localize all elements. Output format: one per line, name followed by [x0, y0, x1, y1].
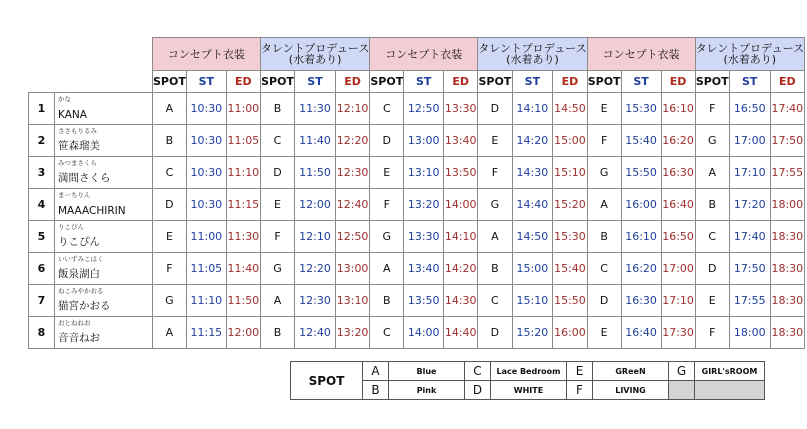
col-header-spot: SPOT: [695, 71, 729, 93]
block-header-concept: コンセプト衣装: [370, 38, 478, 71]
slot-end-time: 16:10: [661, 93, 695, 125]
talent-kana: いいずみこはく: [58, 255, 104, 263]
legend-spot-name: Pink: [389, 381, 465, 400]
col-header-spot: SPOT: [260, 71, 294, 93]
row-number: 6: [29, 253, 55, 285]
slot-spot: E: [695, 285, 729, 317]
slot-start-time: 17:50: [729, 253, 770, 285]
talent-name-cell: [55, 253, 153, 285]
slot-spot: G: [587, 157, 621, 189]
slot-spot: C: [370, 93, 404, 125]
slot-end-time: 12:20: [335, 125, 370, 157]
talent-kana: かな: [58, 95, 71, 103]
slot-end-time: 18:30: [770, 285, 805, 317]
talent-name: 猫宮かおる: [58, 300, 111, 312]
block-header-row: [29, 38, 805, 71]
slot-spot: B: [260, 317, 294, 349]
slot-start-time: 13:10: [404, 157, 444, 189]
slot-end-time: 14:30: [444, 285, 478, 317]
slot-end-time: 17:00: [661, 253, 695, 285]
slot-spot: G: [153, 285, 187, 317]
slot-end-time: 11:05: [226, 125, 260, 157]
talent-row: [29, 125, 805, 157]
legend-empty-cell: [695, 381, 765, 400]
schedule-table: [28, 37, 805, 349]
slot-end-time: 16:00: [553, 317, 588, 349]
spot-legend: [290, 361, 765, 400]
slot-end-time: 14:10: [444, 221, 478, 253]
slot-start-time: 13:30: [404, 221, 444, 253]
talent-name-cell: [55, 317, 153, 349]
col-header-spot: SPOT: [587, 71, 621, 93]
slot-end-time: 14:00: [444, 189, 478, 221]
slot-start-time: 16:00: [621, 189, 661, 221]
slot-spot: F: [370, 189, 404, 221]
slot-end-time: 17:50: [770, 125, 805, 157]
slot-start-time: 11:10: [186, 285, 226, 317]
legend-spot-name: WHITE: [491, 381, 567, 400]
talent-line2: (水着あり): [506, 53, 559, 66]
talent-name-cell: [55, 125, 153, 157]
legend-row: [291, 381, 765, 400]
slot-start-time: 15:30: [621, 93, 661, 125]
talent-kana: ねこみやかおる: [58, 287, 104, 295]
slot-end-time: 13:50: [444, 157, 478, 189]
slot-end-time: 15:00: [553, 125, 588, 157]
slot-spot: C: [370, 317, 404, 349]
slot-spot: E: [587, 317, 621, 349]
row-number: 1: [29, 93, 55, 125]
slot-end-time: 13:20: [335, 317, 370, 349]
talent-row: [29, 253, 805, 285]
slot-end-time: 13:40: [444, 125, 478, 157]
slot-start-time: 17:55: [729, 285, 770, 317]
block-header-talent: [478, 38, 588, 71]
row-number: 7: [29, 285, 55, 317]
slot-spot: B: [695, 189, 729, 221]
slot-spot: B: [587, 221, 621, 253]
slot-start-time: 12:30: [295, 285, 336, 317]
slot-spot: G: [370, 221, 404, 253]
slot-end-time: 16:30: [661, 157, 695, 189]
talent-kana: りこぴん: [58, 223, 84, 231]
slot-start-time: 15:50: [621, 157, 661, 189]
talent-name: 飯泉湖白: [58, 268, 100, 280]
legend-spot-name: Lace Bedroom: [491, 362, 567, 381]
slot-spot: F: [695, 93, 729, 125]
block-header-talent: [695, 38, 805, 71]
slot-start-time: 15:10: [512, 285, 553, 317]
slot-start-time: 11:50: [295, 157, 336, 189]
slot-end-time: 11:15: [226, 189, 260, 221]
legend-empty-cell: [669, 381, 695, 400]
slot-spot: C: [153, 157, 187, 189]
col-header-st: ST: [295, 71, 336, 93]
slot-spot: D: [587, 285, 621, 317]
slot-end-time: 11:00: [226, 93, 260, 125]
slot-start-time: 10:30: [186, 189, 226, 221]
slot-start-time: 11:40: [295, 125, 336, 157]
talent-line2: (水着あり): [288, 53, 342, 66]
slot-end-time: 16:50: [661, 221, 695, 253]
legend-spot-letter: E: [567, 362, 593, 381]
legend-spot-letter: G: [669, 362, 695, 381]
slot-start-time: 12:00: [295, 189, 336, 221]
slot-end-time: 17:40: [770, 93, 805, 125]
talent-row: [29, 317, 805, 349]
legend-spot-letter: F: [567, 381, 593, 400]
slot-start-time: 12:20: [295, 253, 336, 285]
slot-spot: E: [587, 93, 621, 125]
talent-name: 笹森瑠美: [58, 140, 100, 152]
legend-spot-name: GIRL'sROOM: [695, 362, 765, 381]
slot-spot: A: [695, 157, 729, 189]
slot-end-time: 13:30: [444, 93, 478, 125]
talent-name-cell: [55, 189, 153, 221]
col-header-st: ST: [621, 71, 661, 93]
talent-name-cell: [55, 157, 153, 189]
slot-spot: B: [370, 285, 404, 317]
slot-spot: B: [260, 93, 294, 125]
slot-start-time: 11:15: [186, 317, 226, 349]
slot-start-time: 14:00: [404, 317, 444, 349]
slot-start-time: 16:10: [621, 221, 661, 253]
slot-end-time: 15:20: [553, 189, 588, 221]
slot-spot: C: [695, 221, 729, 253]
talent-kana: ささもりるみ: [58, 127, 97, 135]
corner-blank: [29, 71, 153, 93]
slot-end-time: 12:30: [335, 157, 370, 189]
slot-end-time: 18:30: [770, 221, 805, 253]
block-header-concept: コンセプト衣装: [587, 38, 695, 71]
slot-start-time: 11:30: [295, 93, 336, 125]
slot-end-time: 13:00: [335, 253, 370, 285]
slot-end-time: 11:50: [226, 285, 260, 317]
row-number: 2: [29, 125, 55, 157]
block-header-talent: [260, 38, 370, 71]
legend-title: SPOT: [291, 362, 363, 400]
slot-end-time: 16:40: [661, 189, 695, 221]
slot-start-time: 14:20: [512, 125, 553, 157]
slot-start-time: 11:00: [186, 221, 226, 253]
col-header-spot: SPOT: [153, 71, 187, 93]
slot-start-time: 10:30: [186, 157, 226, 189]
slot-start-time: 14:10: [512, 93, 553, 125]
col-header-ed: ED: [444, 71, 478, 93]
slot-end-time: 11:30: [226, 221, 260, 253]
talent-name-cell: [55, 285, 153, 317]
slot-spot: G: [260, 253, 294, 285]
slot-start-time: 15:40: [621, 125, 661, 157]
row-number: 4: [29, 189, 55, 221]
slot-end-time: 12:10: [335, 93, 370, 125]
row-number: 8: [29, 317, 55, 349]
talent-kana: まーちりん: [58, 191, 91, 199]
slot-start-time: 10:30: [186, 93, 226, 125]
row-number: 5: [29, 221, 55, 253]
col-header-ed: ED: [226, 71, 260, 93]
col-header-ed: ED: [553, 71, 588, 93]
slot-end-time: 18:30: [770, 317, 805, 349]
slot-end-time: 11:40: [226, 253, 260, 285]
talent-line2: (水着あり): [723, 53, 777, 66]
col-header-st: ST: [404, 71, 444, 93]
slot-end-time: 15:40: [553, 253, 588, 285]
slot-start-time: 10:30: [186, 125, 226, 157]
slot-start-time: 17:40: [729, 221, 770, 253]
slot-spot: D: [260, 157, 294, 189]
slot-spot: G: [695, 125, 729, 157]
slot-spot: F: [478, 157, 512, 189]
slot-end-time: 16:20: [661, 125, 695, 157]
col-header-st: ST: [512, 71, 553, 93]
talent-row: [29, 221, 805, 253]
slot-spot: A: [370, 253, 404, 285]
slot-end-time: 18:30: [770, 253, 805, 285]
row-number: 3: [29, 157, 55, 189]
slot-spot: F: [260, 221, 294, 253]
talent-line1: タレントプロデュース: [695, 42, 805, 55]
talent-name: 満間さくら: [58, 172, 111, 184]
talent-name: MAAACHIRIN: [58, 205, 126, 217]
corner-blank: [29, 38, 153, 71]
slot-start-time: 16:40: [621, 317, 661, 349]
slot-spot: E: [153, 221, 187, 253]
talent-kana: おとねねお: [58, 319, 91, 327]
col-header-st: ST: [186, 71, 226, 93]
slot-end-time: 15:10: [553, 157, 588, 189]
slot-spot: D: [695, 253, 729, 285]
col-header-spot: SPOT: [370, 71, 404, 93]
slot-spot: A: [587, 189, 621, 221]
slot-spot: D: [153, 189, 187, 221]
slot-spot: E: [370, 157, 404, 189]
talent-name: 音音ねお: [58, 332, 100, 344]
slot-start-time: 15:20: [512, 317, 553, 349]
slot-start-time: 15:00: [512, 253, 553, 285]
talent-row: [29, 93, 805, 125]
talent-name-cell: [55, 221, 153, 253]
slot-end-time: 12:40: [335, 189, 370, 221]
talent-name: りこぴん: [58, 236, 100, 248]
slot-start-time: 11:05: [186, 253, 226, 285]
slot-start-time: 12:50: [404, 93, 444, 125]
talent-row: [29, 285, 805, 317]
col-header-ed: ED: [770, 71, 805, 93]
talent-row: [29, 157, 805, 189]
col-header-st: ST: [729, 71, 770, 93]
slot-end-time: 15:30: [553, 221, 588, 253]
talent-line1: タレントプロデュース: [478, 42, 587, 55]
slot-spot: D: [370, 125, 404, 157]
block-header-concept: コンセプト衣装: [153, 38, 261, 71]
slot-start-time: 13:40: [404, 253, 444, 285]
legend-spot-letter: D: [465, 381, 491, 400]
slot-spot: B: [153, 125, 187, 157]
slot-end-time: 11:10: [226, 157, 260, 189]
slot-start-time: 18:00: [729, 317, 770, 349]
slot-spot: D: [478, 93, 512, 125]
slot-spot: C: [587, 253, 621, 285]
slot-start-time: 16:50: [729, 93, 770, 125]
slot-spot: B: [478, 253, 512, 285]
legend-spot-letter: A: [363, 362, 389, 381]
legend-spot-letter: B: [363, 381, 389, 400]
slot-end-time: 17:10: [661, 285, 695, 317]
slot-spot: A: [478, 221, 512, 253]
slot-spot: E: [478, 125, 512, 157]
slot-end-time: 12:50: [335, 221, 370, 253]
slot-end-time: 12:00: [226, 317, 260, 349]
legend-row: [291, 362, 765, 381]
talent-kana: みつまさくら: [58, 159, 97, 167]
slot-spot: C: [260, 125, 294, 157]
slot-spot: F: [153, 253, 187, 285]
slot-start-time: 12:40: [295, 317, 336, 349]
col-header-ed: ED: [335, 71, 370, 93]
slot-start-time: 13:00: [404, 125, 444, 157]
legend-spot-letter: C: [465, 362, 491, 381]
legend-spot-name: Blue: [389, 362, 465, 381]
slot-start-time: 13:50: [404, 285, 444, 317]
slot-end-time: 14:50: [553, 93, 588, 125]
slot-end-time: 15:50: [553, 285, 588, 317]
slot-start-time: 14:30: [512, 157, 553, 189]
talent-name: KANA: [58, 109, 87, 121]
slot-start-time: 16:20: [621, 253, 661, 285]
slot-spot: E: [260, 189, 294, 221]
slot-start-time: 16:30: [621, 285, 661, 317]
slot-start-time: 17:10: [729, 157, 770, 189]
slot-start-time: 13:20: [404, 189, 444, 221]
col-header-spot: SPOT: [478, 71, 512, 93]
slot-end-time: 18:00: [770, 189, 805, 221]
slot-spot: D: [478, 317, 512, 349]
legend-spot-name: GReeN: [593, 362, 669, 381]
slot-spot: A: [260, 285, 294, 317]
slot-end-time: 13:10: [335, 285, 370, 317]
slot-spot: A: [153, 93, 187, 125]
slot-end-time: 14:40: [444, 317, 478, 349]
slot-spot: G: [478, 189, 512, 221]
talent-name-cell: [55, 93, 153, 125]
slot-start-time: 17:20: [729, 189, 770, 221]
slot-start-time: 14:40: [512, 189, 553, 221]
col-header-ed: ED: [661, 71, 695, 93]
slot-end-time: 17:30: [661, 317, 695, 349]
talent-line1: タレントプロデュース: [260, 42, 370, 55]
slot-spot: A: [153, 317, 187, 349]
slot-spot: F: [695, 317, 729, 349]
slot-end-time: 17:55: [770, 157, 805, 189]
slot-spot: F: [587, 125, 621, 157]
talent-row: [29, 189, 805, 221]
slot-start-time: 14:50: [512, 221, 553, 253]
slot-start-time: 17:00: [729, 125, 770, 157]
legend-spot-name: LIVING: [593, 381, 669, 400]
slot-spot: C: [478, 285, 512, 317]
slot-end-time: 14:20: [444, 253, 478, 285]
slot-start-time: 12:10: [295, 221, 336, 253]
column-header-row: [29, 71, 805, 93]
